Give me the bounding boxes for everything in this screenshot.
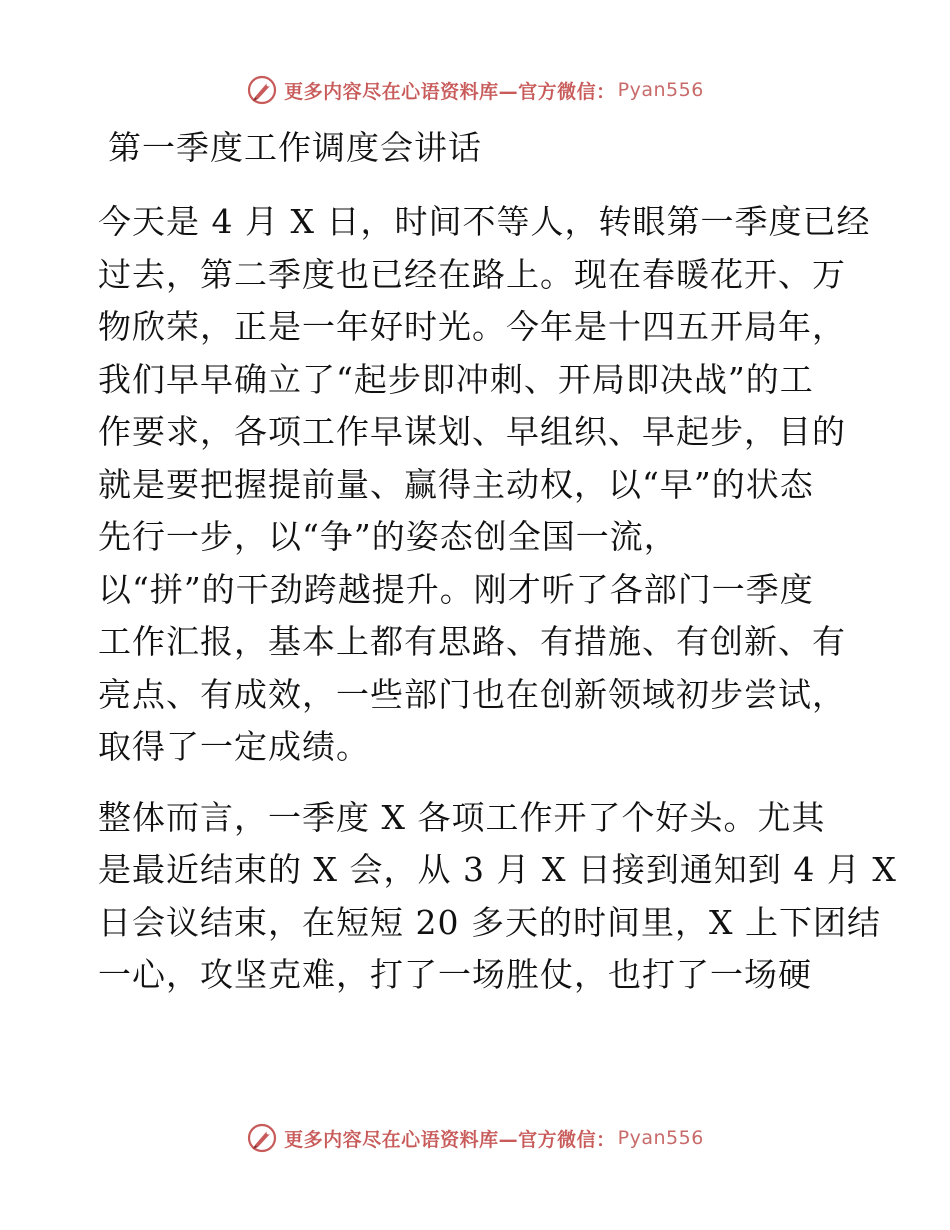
quill-pen-logo-icon (246, 1122, 278, 1154)
quill-pen-logo-icon (246, 74, 278, 106)
watermark-text: 更多内容尽在心语资料库—官方微信： (284, 1128, 616, 1151)
watermark-id: Pyan556 (617, 1127, 704, 1149)
text-line: 作要求，各项工作早谋划、早组织、早起步，目的 (98, 412, 846, 451)
header-watermark (0, 70, 950, 110)
footer-watermark (0, 1118, 950, 1158)
text-line: 物欣荣，正是一年好时光。今年是十四五开局年， (98, 307, 846, 346)
watermark-text: 更多内容尽在心语资料库—官方微信： (284, 80, 616, 103)
text-line: 就是要把握提前量、赢得主动权，以“早”的状态 (98, 464, 814, 504)
text-line: 先行一步，以“争”的姿态创全国一流， (98, 517, 678, 556)
text-line: 是最近结束的 X 会，从 3 月 X 日接到通知到 4 月 X (98, 850, 897, 889)
text-line: 整体而言，一季度 X 各项工作开了个好头。尤其 (98, 797, 826, 837)
watermark-id: Pyan556 (617, 79, 704, 101)
text-line: 取得了一定成绩。 (98, 727, 370, 766)
text-line: 日会议结束，在短短 20 多天的时间里，X 上下团结 (98, 902, 881, 942)
text-line: 过去，第二季度也已经在路上。现在春暖花开、万 (98, 254, 846, 294)
paragraph-1 (98, 196, 871, 774)
text-line: 今天是 4 月 X 日，时间不等人，转眼第一季度已经 (98, 202, 871, 241)
text-line: 工作汇报，基本上都有思路、有措施、有创新、有 (98, 622, 846, 661)
text-line: 我们早早确立了“起步即冲刺、开局即决战”的工 (98, 359, 814, 399)
paragraph-2 (98, 792, 897, 1002)
document-body (98, 120, 897, 1002)
document-title: 第一季度工作调度会讲话 (108, 128, 482, 167)
text-line: 以“拼”的干劲跨越提升。刚才听了各部门一季度 (98, 569, 814, 609)
text-line: 一心，攻坚克难，打了一场胜仗，也打了一场硬 (98, 955, 812, 994)
text-line: 亮点、有成效，一些部门也在创新领域初步尝试， (98, 674, 846, 714)
